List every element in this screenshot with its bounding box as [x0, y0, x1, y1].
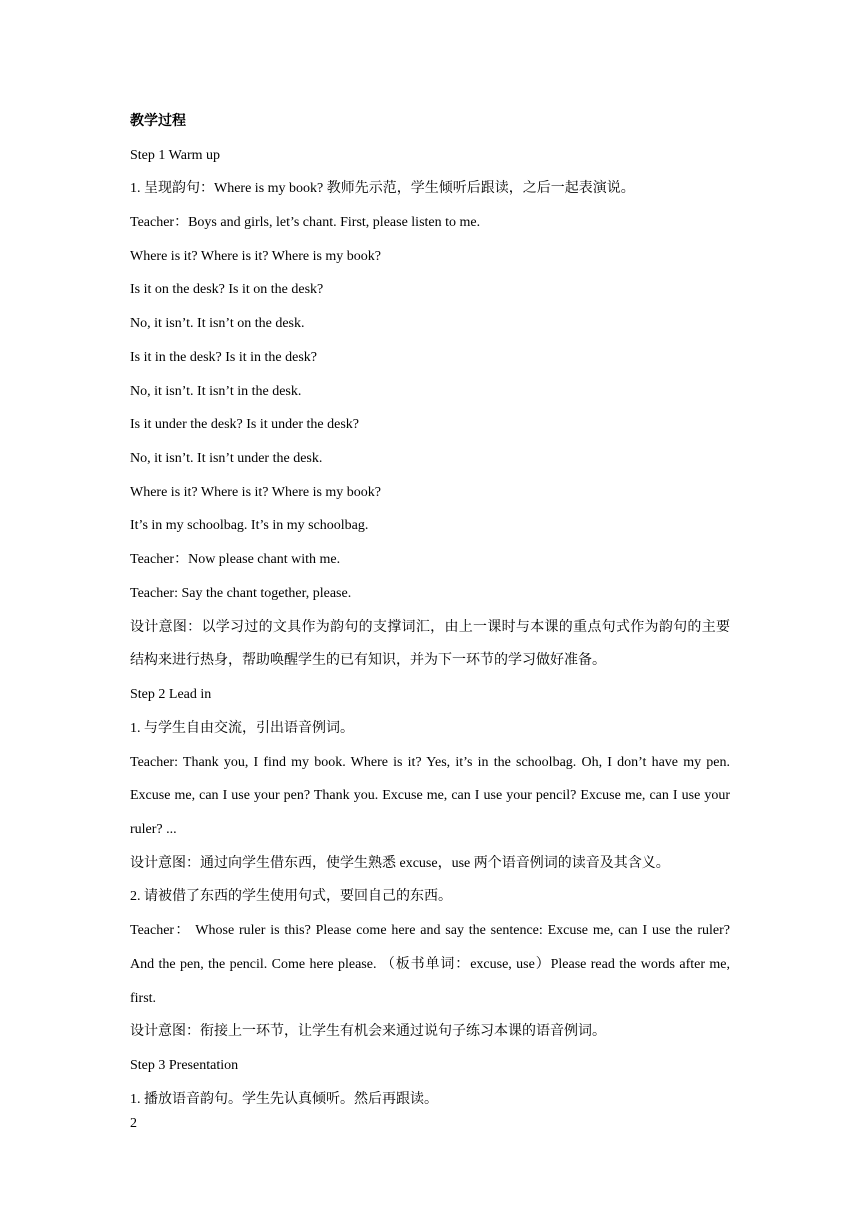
chant-line: Is it under the desk? Is it under the desk? [130, 417, 359, 433]
design-intent-3: 设计意图：衔接上一环节，让学生有机会来通过说句子练习本课的语音例词。 [130, 1024, 606, 1040]
chant-line: Is it in the desk? Is it in the desk? [130, 349, 318, 365]
document-body [130, 112, 730, 1123]
chant-line: It’s in my schoolbag. It’s in my schoolbag. [130, 518, 369, 534]
chant-line: No, it isn’t. It isn’t in the desk. [130, 383, 302, 399]
teacher-line: Teacher: Say the chant together, please. [130, 585, 352, 601]
step1-title: Step 1 Warm up [130, 147, 220, 163]
step2-item2: 2. 请被借了东西的学生使用句式，要回自己的东西。 [130, 889, 452, 905]
step2-teacher-paragraph-1: Teacher: Thank you, I find my book. Where is it? Yes, it’s in the schoolbag. Oh, I don’t have my pen. Excuse me, can I use your pen? Thank you. Excuse me, can I use your pencil? Excuse me, can I use your ruler? ... [130, 754, 730, 837]
chant-line: No, it isn’t. It isn’t on the desk. [130, 316, 305, 332]
chant-line: Where is it? Where is it? Where is my book? [130, 248, 382, 264]
step2-teacher-paragraph-2: Teacher： Whose ruler is this? Please come here and say the sentence: Excuse me, can I use the ruler? And the pen, the pencil. Come here please. （板书单词：excuse, use）Please read the words after me, first. [130, 923, 730, 1006]
step2-item1: 1. 与学生自由交流，引出语音例词。 [130, 720, 354, 736]
teacher-line: Teacher：Now please chant with me. [130, 551, 341, 567]
chant-line: Is it on the desk? Is it on the desk? [130, 282, 324, 298]
chant-line: No, it isn’t. It isn’t under the desk. [130, 450, 323, 466]
section-heading: 教学过程 [130, 114, 186, 129]
step2-title: Step 2 Lead in [130, 686, 212, 702]
step3-item1: 1. 播放语音韵句。学生先认真倾听。然后再跟读。 [130, 1091, 438, 1107]
step1-item1: 1. 呈现韵句：Where is my book? 教师先示范，学生倾听后跟读，之后一起表演说。 [130, 181, 635, 197]
design-intent-1: 设计意图：以学习过的文具作为韵句的支撑词汇，由上一课时与本课的重点句式作为韵句的主要结构来进行热身，帮助唤醒学生的已有知识，并为下一环节的学习做好准备。 [130, 619, 730, 669]
chant-line: Where is it? Where is it? Where is my book? [130, 484, 382, 500]
teacher-line: Teacher：Boys and girls, let’s chant. First, please listen to me. [130, 215, 481, 231]
design-intent-2: 设计意图：通过向学生借东西，使学生熟悉 excuse，use 两个语音例词的读音及其含义。 [130, 855, 670, 871]
step3-title: Step 3 Presentation [130, 1057, 239, 1073]
page-number: 2 [130, 1116, 137, 1131]
